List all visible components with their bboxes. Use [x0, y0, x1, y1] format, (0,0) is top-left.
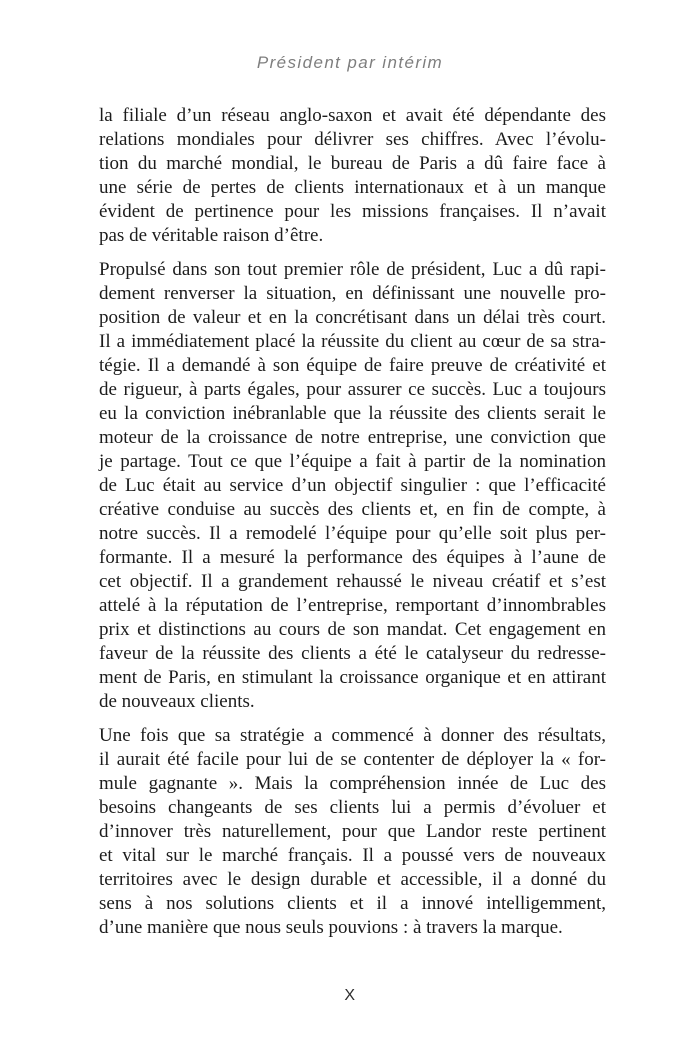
text-line: formante. Il a mesuré la performance des équipes à l’aune de — [99, 547, 606, 568]
page-number: X — [344, 987, 356, 1004]
text-line: d’une manière que nous seuls pouvions : à travers la marque. — [99, 917, 563, 938]
text-line: attelé à la réputation de l’entreprise, remportant d’innombrables — [99, 595, 606, 616]
page-body — [99, 104, 606, 940]
text-line: Une fois que sa stratégie a commencé à donner des résultats, — [99, 725, 606, 746]
text-line: territoires avec le design durable et accessible, il a donné du — [99, 869, 606, 890]
text-line: évident de pertinence pour les missions françaises. Il n’avait — [99, 201, 606, 222]
text-line: faveur de la réussite des clients a été le catalyseur du redresse- — [99, 643, 606, 664]
paragraph-1 — [99, 104, 606, 248]
text-line: Il a immédiatement placé la réussite du client au cœur de sa stra- — [99, 331, 606, 352]
text-line: relations mondiales pour délivrer ses chiffres. Avec l’évolu- — [99, 129, 606, 150]
text-line: il aurait été facile pour lui de se contenter de déployer la « for- — [99, 749, 606, 770]
text-line: besoins changeants de ses clients lui a permis d’évoluer et — [99, 797, 606, 818]
text-line: prix et distinctions au cours de son mandat. Cet engagement en — [99, 619, 606, 640]
text-line: dement renverser la situation, en définissant une nouvelle pro- — [99, 283, 606, 304]
text-line: d’innover très naturellement, pour que Landor reste pertinent — [99, 821, 606, 842]
paragraph-3 — [99, 724, 606, 940]
text-line: une série de pertes de clients internationaux et à un manque — [99, 177, 606, 198]
text-line: mule gagnante ». Mais la compréhension innée de Luc des — [99, 773, 606, 794]
text-line: de rigueur, à parts égales, pour assurer ce succès. Luc a toujours — [99, 379, 606, 400]
text-line: moteur de la croissance de notre entreprise, une conviction que — [99, 427, 606, 448]
text-line: position de valeur et en la concrétisant dans un délai très court. — [99, 307, 606, 328]
text-line: ment de Paris, en stimulant la croissance organique et en attirant — [99, 667, 606, 688]
text-line: je partage. Tout ce que l’équipe a fait à partir de la nomination — [99, 451, 606, 472]
paragraph-2 — [99, 258, 606, 714]
text-line: et vital sur le marché français. Il a poussé vers de nouveaux — [99, 845, 606, 866]
text-line: de nouveaux clients. — [99, 691, 255, 712]
text-line: la filiale d’un réseau anglo-saxon et avait été dépendante des — [99, 105, 606, 126]
text-line: créative conduise au succès des clients et, en fin de compte, à — [99, 499, 606, 520]
text-line: cet objectif. Il a grandement rehaussé le niveau créatif et s’est — [99, 571, 606, 592]
text-line: notre succès. Il a remodelé l’équipe pour qu’elle soit plus per- — [99, 523, 606, 544]
text-line: eu la conviction inébranlable que la réussite des clients serait le — [99, 403, 606, 424]
text-line: tégie. Il a demandé à son équipe de faire preuve de créativité et — [99, 355, 606, 376]
text-line: de Luc était au service d’un objectif singulier : que l’efficacité — [99, 475, 606, 496]
running-header: Président par intérim — [256, 53, 444, 72]
text-line: sens à nos solutions clients et il a innové intelligemment, — [99, 893, 606, 914]
text-line: Propulsé dans son tout premier rôle de président, Luc a dû rapi- — [99, 259, 606, 280]
text-line: tion du marché mondial, le bureau de Paris a dû faire face à — [99, 153, 606, 174]
text-line: pas de véritable raison d’être. — [99, 225, 324, 246]
